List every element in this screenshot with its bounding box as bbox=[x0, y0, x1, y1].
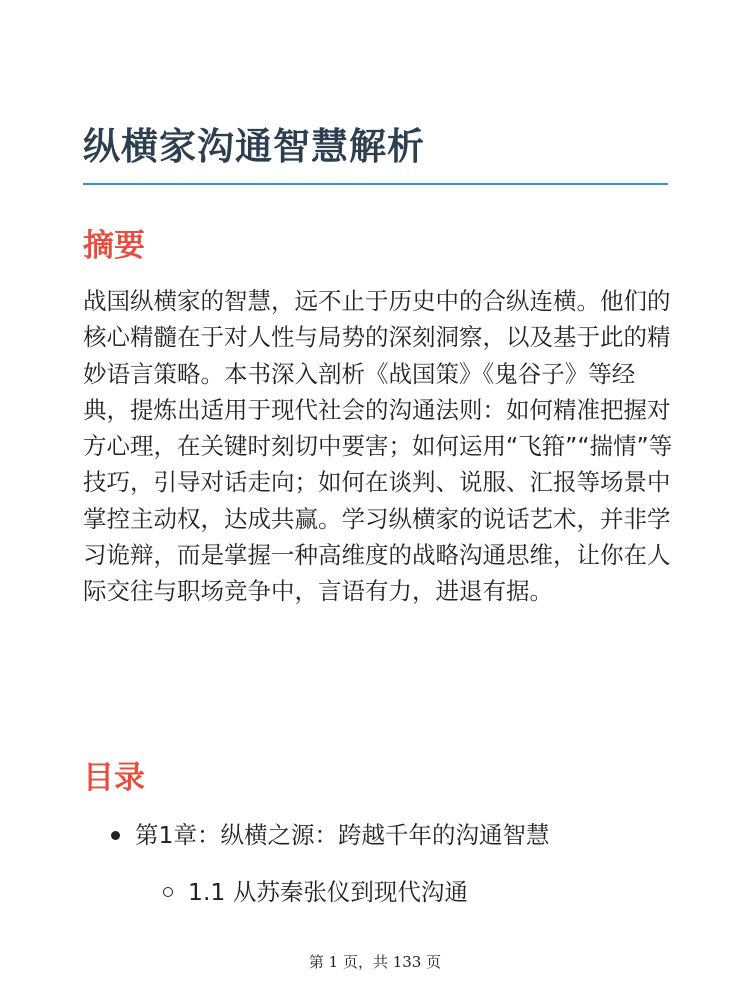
document-title: 纵横家沟通智慧解析 bbox=[83, 125, 425, 168]
abstract-body: 战国纵横家的智慧，远不止于历史中的合纵连横。他们的核心精髓在于对人性与局势的深刻洞察，以及基于此的精妙语言策略。本书深入剖析《战国策》《鬼谷子》等经典，提炼出适用于现代社会的沟通法则：如何精准把握对方心理，在关键时刻切中要害；如何运用“飞箝”“揣情”等技巧，引导对话走向；如何在谈判、说服、汇报等场景中掌控主动权，达成共赢。学习纵横家的说话艺术，并非学习诡辩，而是掌握一种高维度的战略沟通思维，让你在人际交往与职场竞争中，言语有力，进退有据。 bbox=[83, 287, 673, 606]
title-divider bbox=[83, 183, 668, 185]
toc-chapter-1-label: 第1章：纵横之源：跨越千年的沟通智慧 bbox=[135, 821, 550, 849]
toc-section-1-1-label: 1.1 从苏秦张仪到现代沟通 bbox=[188, 878, 468, 906]
abstract-heading: 摘要 bbox=[83, 228, 145, 264]
bullet-circle-icon bbox=[163, 887, 173, 897]
page-footer: 第 1 页，共 133 页 bbox=[308, 953, 442, 971]
bullet-disc-icon bbox=[111, 831, 120, 840]
table-of-contents bbox=[83, 815, 683, 912]
toc-heading: 目录 bbox=[83, 760, 145, 796]
toc-section-1-1[interactable] bbox=[83, 872, 683, 912]
toc-chapter-1[interactable] bbox=[83, 815, 683, 855]
